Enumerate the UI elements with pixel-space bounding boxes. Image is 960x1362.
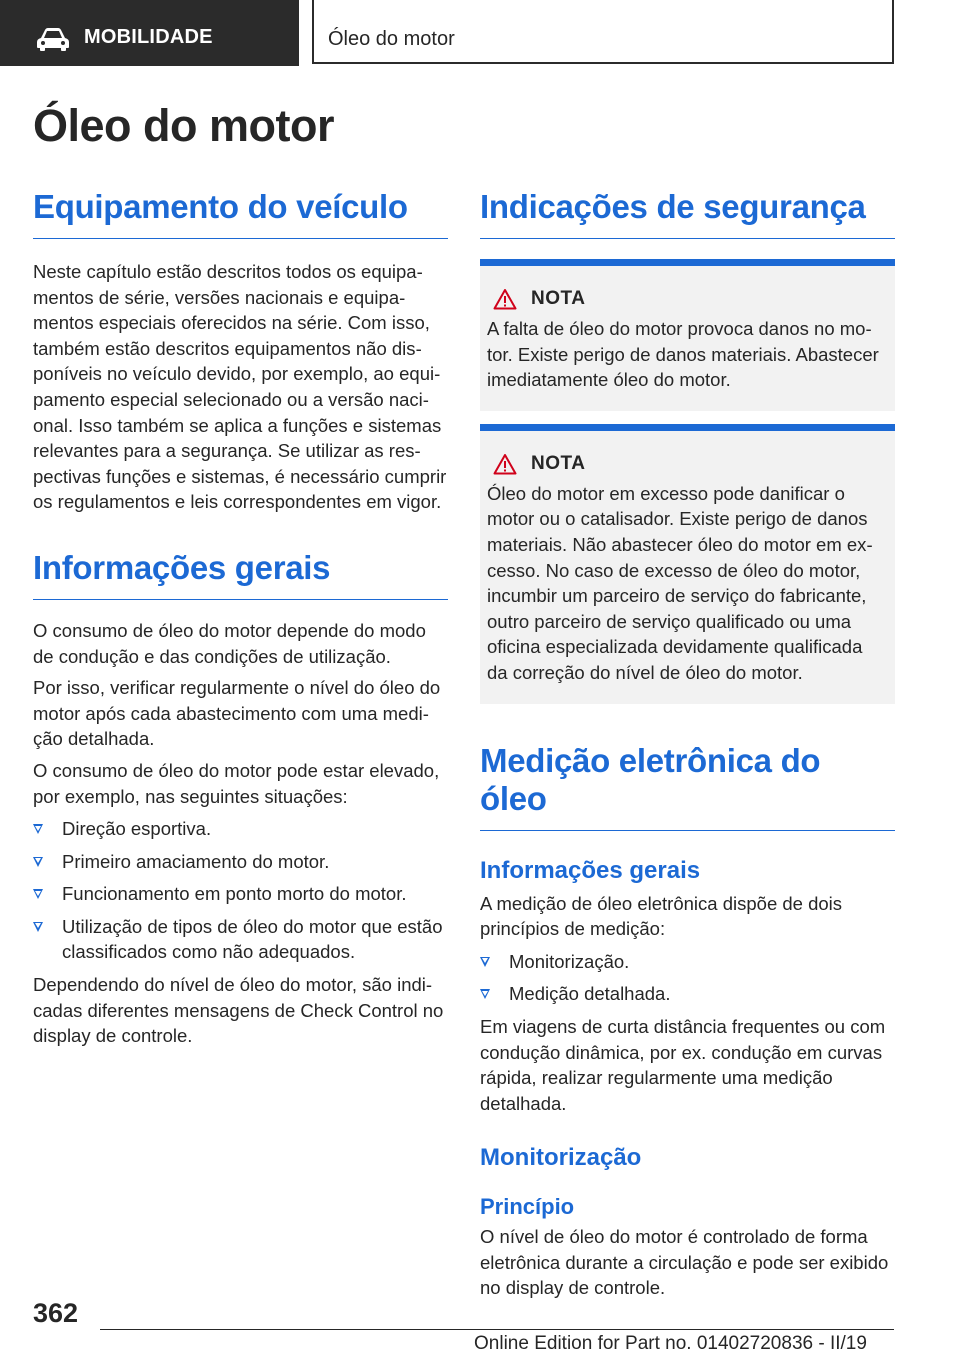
situations-list: [33, 816, 448, 965]
edition-text: Online Edition for Part no. 01402720836 - II/19: [474, 1333, 867, 1354]
warning-triangle-icon: [493, 288, 517, 310]
subheading-principle: Princípio: [480, 1194, 575, 1220]
heading-electronic-measurement: Medição eletrônica do óleo: [480, 742, 895, 831]
note-label: NOTA: [531, 452, 586, 474]
note-box: [480, 424, 895, 704]
page-title: Óleo do motor: [33, 100, 334, 151]
note-label: NOTA: [531, 288, 586, 309]
general-info-para-2: Por isso, verificar regularmente o nível do óleo do motor após cada abastecimento com uma medição detalhada.: [33, 677, 441, 750]
topic-tab: [312, 0, 894, 64]
bullet-triangle-icon: [33, 857, 43, 867]
left-column: [33, 188, 448, 1049]
bullet-triangle-icon: [480, 989, 490, 999]
footer-divider: [100, 1329, 894, 1330]
heading-safety: Indicações de segurança: [480, 188, 895, 239]
section-tab: [0, 0, 299, 66]
list-item: Primeiro amaciamento do motor.: [33, 849, 448, 875]
list-item: Funcionamento em ponto morto do motor.: [33, 881, 448, 907]
note-text: Óleo do motor em excesso pode danificar o motor ou o catalisador. Existe perigo de danos materiais. Não abastecer óleo do motor em excesso. No caso de excesso de óleo do motor, incumbir um parceiro de serviço do fabricante, outro parceiro de serviço qualificado ou uma oficina especializada devidamente qualificada da correção do nível de óleo do motor.: [487, 482, 873, 683]
principle-text: O nível de óleo do motor é controlado de forma eletrônica durante a circulação e pode ser exibido no display de controle.: [480, 1226, 889, 1299]
page-number: 362: [33, 1298, 79, 1328]
note-text: A falta de óleo do motor provoca danos no motor. Existe perigo de danos materiais. Abastecer imediatamente óleo do motor.: [487, 318, 879, 391]
subheading-general-info: Informações gerais: [480, 856, 701, 884]
general-info-para-1: O consumo de óleo do motor depende do modo de condução e das condições de utilização.: [33, 619, 426, 667]
heading-vehicle-equipment: Equipamento do veículo: [33, 188, 448, 239]
list-item: Medição detalhada.: [480, 981, 895, 1007]
section-label: MOBILIDADE: [84, 26, 213, 48]
electronic-para-1: A medição de óleo eletrônica dispõe de dois princípios de medição:: [480, 892, 843, 940]
note-box: [480, 259, 895, 411]
right-column: [480, 188, 895, 1301]
car-icon: [36, 27, 70, 51]
electronic-para-2: Em viagens de curta distância frequentes ou com condução dinâmica, por ex. condução em curvas rápida, realizar regularmente uma medição detalhada.: [480, 1015, 886, 1114]
general-info-para-4: Dependendo do nível de óleo do motor, são indicadas diferentes mensagens de Check Control no display de controle.: [33, 974, 444, 1047]
principles-list: [480, 949, 895, 1007]
topic-label: Óleo do motor: [328, 28, 455, 50]
bullet-triangle-icon: [480, 957, 490, 967]
bullet-triangle-icon: [33, 889, 43, 899]
subheading-monitoring: Monitorização: [480, 1144, 642, 1172]
list-item: Utilização de tipos de óleo do motor que estão classificados como não adequados.: [33, 914, 448, 965]
vehicle-equipment-text: Neste capítulo estão descritos todos os equipamentos de série, versões nacionais e equipamentos especiais oferecidos na série. Com isso, também estão descritos equipamentos não disponíveis no veículo devido, por exemplo, ao equipamento especial selecionado ou a versão nacional. Isso também se aplica a funções e sistemas relevantes para a segurança. Se utilizar as respectivas funções e sistemas, é necessário cumprir os regulamentos e leis correspondentes em vigor.: [33, 261, 447, 513]
general-info-para-3: O consumo de óleo do motor pode estar elevado, por exemplo, nas seguintes situações:: [33, 759, 440, 807]
bullet-triangle-icon: [33, 922, 43, 932]
list-item: Direção esportiva.: [33, 816, 448, 842]
warning-triangle-icon: [493, 453, 517, 475]
note-header: [487, 288, 887, 310]
heading-general-info: Informações gerais: [33, 549, 448, 600]
note-header: [487, 453, 887, 475]
list-item: Monitorização.: [480, 949, 895, 975]
bullet-triangle-icon: [33, 824, 43, 834]
